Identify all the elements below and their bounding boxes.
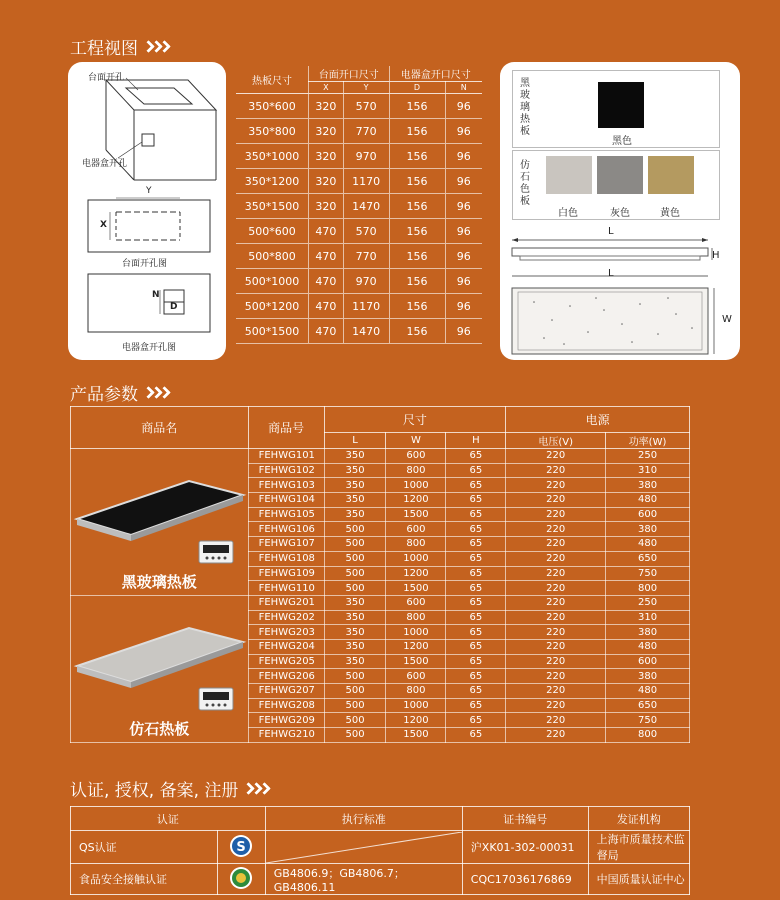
param-value: 350 <box>324 463 386 478</box>
param-value: 600 <box>386 449 446 464</box>
param-value: 380 <box>606 522 690 537</box>
param-value: 750 <box>606 566 690 581</box>
product-code: FEHWG208 <box>248 698 324 713</box>
sub-power: 功率(W) <box>606 433 690 449</box>
sub-y: Y <box>343 82 389 94</box>
product-code: FEHWG205 <box>248 654 324 669</box>
col-cert: 认证 <box>71 807 266 831</box>
product-code: FEHWG108 <box>248 551 324 566</box>
param-value: 600 <box>606 654 690 669</box>
glass-label: 黑玻璃热板 <box>520 78 530 137</box>
sub-w: W <box>386 433 446 449</box>
chevrons-icon <box>144 388 168 397</box>
param-value: 600 <box>606 507 690 522</box>
cert-org: 上海市质量技术监督局 <box>588 831 689 864</box>
param-value: 220 <box>506 698 606 713</box>
param-value: 1200 <box>386 639 446 654</box>
param-value: 65 <box>446 625 506 640</box>
yellow-label: 黄色 <box>660 208 680 219</box>
param-value: 1200 <box>386 493 446 508</box>
eng-size-cell: 350*800 <box>236 119 309 144</box>
cert-standard: GB4806.9；GB4806.7；GB4806.11 <box>265 864 462 895</box>
col-power: 电源 <box>506 407 690 433</box>
sub-d: D <box>389 82 445 94</box>
dimension-drawing <box>500 222 740 362</box>
eng-row <box>236 269 482 294</box>
param-value: 380 <box>606 478 690 493</box>
cert-std-empty <box>265 831 462 864</box>
section-title-params: 产品参数 <box>70 380 168 405</box>
sub-x: X <box>309 82 344 94</box>
eng-value-cell: 570 <box>343 94 389 119</box>
dim-n-label: N <box>152 290 160 300</box>
grey-label: 灰色 <box>610 208 630 219</box>
eng-value-cell: 156 <box>389 244 445 269</box>
eng-value-cell: 470 <box>309 219 344 244</box>
param-value: 800 <box>386 537 446 552</box>
param-value: 1000 <box>386 551 446 566</box>
eng-value-cell: 156 <box>389 194 445 219</box>
cert-number: CQC17036176869 <box>462 864 588 895</box>
param-value: 65 <box>446 551 506 566</box>
param-value: 65 <box>446 449 506 464</box>
swatch-panel <box>500 62 740 360</box>
param-value: 220 <box>506 581 606 596</box>
eng-row <box>236 194 482 219</box>
top-hole-fig-label: 台面开孔图 <box>122 259 168 269</box>
eng-size-cell: 350*1200 <box>236 169 309 194</box>
food-contact-logo-cell <box>217 864 265 895</box>
eng-value-cell: 970 <box>343 269 389 294</box>
param-value: 250 <box>606 595 690 610</box>
cert-name: 食品安全接触认证 <box>71 864 218 895</box>
eng-value-cell: 156 <box>389 119 445 144</box>
col-top-opening: 台面开口尺寸 <box>309 66 389 82</box>
param-value: 220 <box>506 625 606 640</box>
param-value: 1000 <box>386 478 446 493</box>
eng-value-cell: 96 <box>445 194 482 219</box>
param-value: 65 <box>446 478 506 493</box>
param-value: 1200 <box>386 566 446 581</box>
param-value: 65 <box>446 728 506 743</box>
eng-value-cell: 96 <box>445 294 482 319</box>
sub-l: L <box>324 433 386 449</box>
param-value: 500 <box>324 566 386 581</box>
eng-row <box>236 219 482 244</box>
eng-value-cell: 320 <box>309 94 344 119</box>
eng-value-cell: 96 <box>445 219 482 244</box>
param-value: 65 <box>446 669 506 684</box>
sub-h: H <box>446 433 506 449</box>
param-value: 220 <box>506 639 606 654</box>
black-label: 黑色 <box>612 136 632 147</box>
eng-value-cell: 96 <box>445 144 482 169</box>
param-value: 500 <box>324 684 386 699</box>
product-code: FEHWG109 <box>248 566 324 581</box>
param-value: 65 <box>446 698 506 713</box>
param-value: 800 <box>606 728 690 743</box>
qs-logo-icon <box>229 834 253 858</box>
param-value: 220 <box>506 595 606 610</box>
col-no: 证书编号 <box>462 807 588 831</box>
eng-value-cell: 1170 <box>343 294 389 319</box>
param-value: 310 <box>606 463 690 478</box>
stone-hotplate-image <box>71 604 249 712</box>
eng-value-cell: 470 <box>309 269 344 294</box>
eng-row <box>236 244 482 269</box>
eng-value-cell: 470 <box>309 294 344 319</box>
product-code: FEHWG210 <box>248 728 324 743</box>
sub-voltage: 电压(V) <box>506 433 606 449</box>
eng-value-cell: 570 <box>343 219 389 244</box>
param-value: 65 <box>446 581 506 596</box>
param-value: 600 <box>386 522 446 537</box>
param-value: 65 <box>446 522 506 537</box>
eng-value-cell: 1470 <box>343 194 389 219</box>
param-value: 600 <box>386 669 446 684</box>
product-code: FEHWG203 <box>248 625 324 640</box>
eng-value-cell: 156 <box>389 319 445 344</box>
eng-row <box>236 169 482 194</box>
param-value: 600 <box>386 595 446 610</box>
param-value: 220 <box>506 669 606 684</box>
food-contact-logo-icon <box>229 866 253 890</box>
param-value: 65 <box>446 713 506 728</box>
eng-value-cell: 156 <box>389 144 445 169</box>
col-code: 商品号 <box>248 407 324 449</box>
param-value: 800 <box>386 684 446 699</box>
eng-value-cell: 96 <box>445 94 482 119</box>
param-value: 1000 <box>386 625 446 640</box>
param-value: 480 <box>606 639 690 654</box>
glass-product-cell <box>71 449 249 596</box>
param-value: 650 <box>606 551 690 566</box>
product-code: FEHWG107 <box>248 537 324 552</box>
sub-n: N <box>445 82 482 94</box>
param-value: 220 <box>506 728 606 743</box>
eng-value-cell: 96 <box>445 244 482 269</box>
product-code: FEHWG103 <box>248 478 324 493</box>
white-label: 白色 <box>558 208 578 219</box>
eng-row <box>236 119 482 144</box>
param-value: 1500 <box>386 728 446 743</box>
cert-name: QS认证 <box>71 831 218 864</box>
param-value: 1500 <box>386 654 446 669</box>
section-title-engineering: 工程视图 <box>70 34 168 59</box>
param-value: 250 <box>606 449 690 464</box>
product-code: FEHWG202 <box>248 610 324 625</box>
box-hole-label: 电器盒开孔 <box>82 159 128 169</box>
cert-table <box>70 806 690 895</box>
eng-row <box>236 94 482 119</box>
eng-value-cell: 96 <box>445 119 482 144</box>
param-value: 1500 <box>386 507 446 522</box>
eng-size-cell: 500*1500 <box>236 319 309 344</box>
product-code: FEHWG207 <box>248 684 324 699</box>
param-value: 800 <box>606 581 690 596</box>
param-value: 350 <box>324 654 386 669</box>
box-hole-fig-label: 电器盒开孔图 <box>122 343 177 353</box>
col-size: 尺寸 <box>324 407 506 433</box>
product-code: FEHWG209 <box>248 713 324 728</box>
box-diagram <box>68 62 226 360</box>
eng-size-cell: 350*1500 <box>236 194 309 219</box>
eng-size-cell: 500*1200 <box>236 294 309 319</box>
param-value: 350 <box>324 610 386 625</box>
param-value: 220 <box>506 537 606 552</box>
white-swatch <box>546 156 592 194</box>
group-name-glass: 黑玻璃热板 <box>121 572 197 591</box>
eng-size-cell: 500*600 <box>236 219 309 244</box>
eng-row <box>236 144 482 169</box>
svg-text:S: S <box>236 839 247 855</box>
col-org: 发证机构 <box>588 807 689 831</box>
param-value: 500 <box>324 698 386 713</box>
param-value: 480 <box>606 684 690 699</box>
param-value: 220 <box>506 522 606 537</box>
eng-value-cell: 156 <box>389 269 445 294</box>
param-value: 65 <box>446 595 506 610</box>
param-value: 65 <box>446 684 506 699</box>
black-swatch <box>598 82 644 128</box>
dim-d-label: D <box>170 302 178 312</box>
stone-product-cell <box>71 595 249 742</box>
eng-value-cell: 1470 <box>343 319 389 344</box>
param-value: 380 <box>606 669 690 684</box>
param-value: 500 <box>324 728 386 743</box>
param-value: 500 <box>324 551 386 566</box>
product-code: FEHWG110 <box>248 581 324 596</box>
cert-row <box>71 864 690 895</box>
eng-value-cell: 320 <box>309 194 344 219</box>
param-value: 1200 <box>386 713 446 728</box>
param-value: 220 <box>506 684 606 699</box>
param-value: 650 <box>606 698 690 713</box>
cert-row <box>71 831 690 864</box>
eng-value-cell: 1170 <box>343 169 389 194</box>
params-table <box>70 406 690 743</box>
param-value: 500 <box>324 537 386 552</box>
param-value: 1500 <box>386 581 446 596</box>
param-row <box>71 595 690 610</box>
param-value: 1000 <box>386 698 446 713</box>
param-value: 65 <box>446 507 506 522</box>
eng-value-cell: 770 <box>343 244 389 269</box>
param-value: 220 <box>506 551 606 566</box>
param-value: 350 <box>324 625 386 640</box>
eng-value-cell: 320 <box>309 169 344 194</box>
param-value: 65 <box>446 610 506 625</box>
eng-value-cell: 156 <box>389 219 445 244</box>
diagonal-line <box>266 832 462 863</box>
param-value: 480 <box>606 537 690 552</box>
param-value: 220 <box>506 566 606 581</box>
eng-value-cell: 970 <box>343 144 389 169</box>
param-value: 220 <box>506 507 606 522</box>
param-value: 65 <box>446 566 506 581</box>
eng-value-cell: 156 <box>389 294 445 319</box>
dim-h-label: H <box>712 250 720 261</box>
param-row <box>71 449 690 464</box>
eng-value-cell: 470 <box>309 319 344 344</box>
product-code: FEHWG101 <box>248 449 324 464</box>
eng-size-cell: 500*1000 <box>236 269 309 294</box>
param-value: 310 <box>606 610 690 625</box>
param-value: 220 <box>506 610 606 625</box>
product-code: FEHWG206 <box>248 669 324 684</box>
param-value: 65 <box>446 537 506 552</box>
section-title-cert: 认证, 授权, 备案, 注册 <box>70 776 268 801</box>
chevrons-icon <box>244 784 268 793</box>
eng-size-cell: 350*1000 <box>236 144 309 169</box>
diagram-panel <box>68 62 226 360</box>
eng-value-cell: 96 <box>445 269 482 294</box>
dim-y-label: Y <box>146 186 152 196</box>
dim-x-label: X <box>100 220 107 230</box>
qs-logo-cell <box>217 831 265 864</box>
eng-row <box>236 319 482 344</box>
param-value: 65 <box>446 463 506 478</box>
param-value: 65 <box>446 493 506 508</box>
param-value: 500 <box>324 581 386 596</box>
grey-swatch <box>597 156 643 194</box>
eng-value-cell: 470 <box>309 244 344 269</box>
eng-value-cell: 156 <box>389 94 445 119</box>
param-value: 480 <box>606 493 690 508</box>
eng-row <box>236 294 482 319</box>
eng-size-cell: 500*800 <box>236 244 309 269</box>
param-value: 220 <box>506 449 606 464</box>
param-value: 65 <box>446 654 506 669</box>
product-code: FEHWG201 <box>248 595 324 610</box>
param-value: 800 <box>386 463 446 478</box>
eng-size-cell: 350*600 <box>236 94 309 119</box>
dim-l-label-2: L <box>608 268 614 279</box>
param-value: 500 <box>324 713 386 728</box>
cert-number: 沪XK01-302-00031 <box>462 831 588 864</box>
param-value: 65 <box>446 639 506 654</box>
param-value: 500 <box>324 669 386 684</box>
eng-value-cell: 96 <box>445 169 482 194</box>
param-value: 500 <box>324 522 386 537</box>
param-value: 750 <box>606 713 690 728</box>
eng-value-cell: 320 <box>309 144 344 169</box>
product-code: FEHWG104 <box>248 493 324 508</box>
dim-l-label-1: L <box>608 226 614 237</box>
param-value: 350 <box>324 493 386 508</box>
param-value: 220 <box>506 493 606 508</box>
col-box-opening: 电器盒开口尺寸 <box>389 66 482 82</box>
eng-value-cell: 320 <box>309 119 344 144</box>
dim-w-label: W <box>722 314 732 325</box>
param-value: 350 <box>324 595 386 610</box>
col-std: 执行标准 <box>265 807 462 831</box>
col-size: 热板尺寸 <box>236 66 309 94</box>
col-name: 商品名 <box>71 407 249 449</box>
param-value: 220 <box>506 713 606 728</box>
eng-value-cell: 156 <box>389 169 445 194</box>
param-value: 350 <box>324 449 386 464</box>
product-code: FEHWG105 <box>248 507 324 522</box>
product-code: FEHWG106 <box>248 522 324 537</box>
product-code: FEHWG204 <box>248 639 324 654</box>
product-code: FEHWG102 <box>248 463 324 478</box>
eng-value-cell: 770 <box>343 119 389 144</box>
chevrons-icon <box>144 42 168 51</box>
cert-org: 中国质量认证中心 <box>588 864 689 895</box>
group-name-stone: 仿石热板 <box>129 719 190 738</box>
yellow-swatch <box>648 156 694 194</box>
stone-label: 仿石色板 <box>520 160 530 207</box>
engineering-table <box>236 66 482 344</box>
eng-value-cell: 96 <box>445 319 482 344</box>
param-value: 800 <box>386 610 446 625</box>
top-hole-label: 台面开孔 <box>88 73 125 83</box>
param-value: 220 <box>506 654 606 669</box>
param-value: 350 <box>324 639 386 654</box>
param-value: 220 <box>506 463 606 478</box>
glass-hotplate-image <box>71 457 249 565</box>
param-value: 350 <box>324 507 386 522</box>
param-value: 350 <box>324 478 386 493</box>
param-value: 380 <box>606 625 690 640</box>
param-value: 220 <box>506 478 606 493</box>
